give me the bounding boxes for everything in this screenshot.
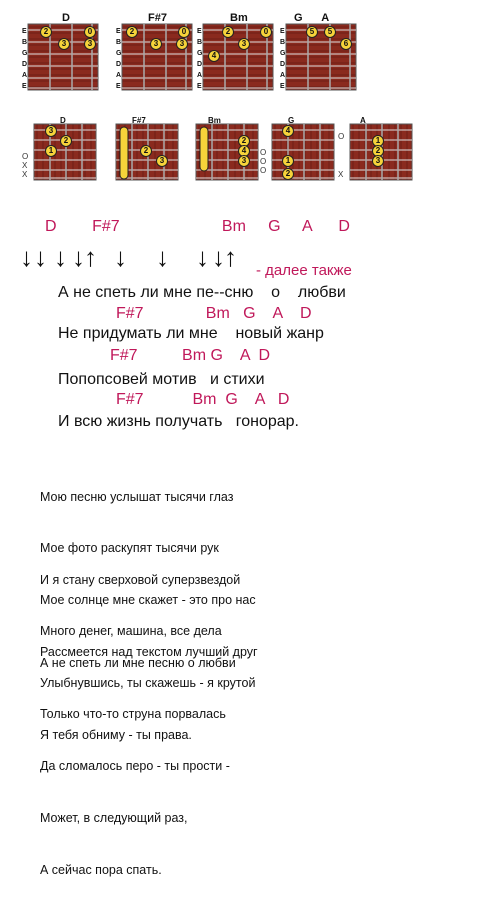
muted-marks (22, 152, 28, 179)
string-label: E (22, 83, 27, 90)
finger-dot: 2 (222, 26, 234, 38)
arrow-down-icon: ↓ (114, 242, 127, 272)
mute-mark: X (22, 170, 28, 179)
open-mark: O (260, 157, 267, 166)
muted-marks-g (260, 148, 266, 175)
finger-dot: 3 (238, 155, 250, 167)
bottom-chord-diagrams (22, 118, 482, 184)
string-label: A (280, 72, 286, 79)
finger-dot: 4 (208, 50, 220, 62)
arrow-down-icon: ↓ (212, 242, 225, 272)
string-label: D (116, 61, 122, 68)
string-label: D (22, 61, 28, 68)
chord-name-g-bottom: G (288, 116, 295, 125)
finger-dot: 3 (150, 38, 162, 50)
mute-mark: X (338, 170, 344, 179)
finger-dot: 2 (60, 135, 72, 147)
arrow-down-icon: ↓ (54, 242, 67, 272)
verse-3 (40, 620, 236, 897)
finger-dot: 5 (324, 26, 336, 38)
open-mark: O (22, 152, 29, 161)
string-label: B (116, 39, 122, 46)
string-labels-1 (22, 26, 27, 92)
muted-marks-a2 (338, 170, 343, 179)
chord-name-bm: Bm (230, 12, 248, 24)
string-label: G (116, 50, 122, 57)
open-mark: O (260, 148, 267, 157)
string-labels-3 (197, 26, 202, 92)
arrow-up-icon: ↑ (84, 242, 97, 272)
string-labels-4 (280, 26, 285, 92)
string-label: G (280, 50, 286, 57)
finger-dot: 2 (126, 26, 138, 38)
string-label: G (197, 50, 203, 57)
verse-line: А сейчас пора спать. (40, 863, 162, 878)
finger-dot: 1 (45, 145, 57, 157)
arrow-down-icon: ↓ (34, 242, 47, 272)
arrow-up-icon: ↑ (224, 242, 237, 272)
string-label: E (197, 83, 202, 90)
string-label: B (22, 39, 28, 46)
finger-dot: 2 (282, 168, 294, 180)
finger-dot: 5 (306, 26, 318, 38)
verse-line: Много денег, машина, все дела (40, 624, 222, 639)
chorus-line-3: Попопсовей мотив и стихи (58, 371, 265, 388)
string-label: B (197, 39, 203, 46)
chord-name-f7-bottom: F#7 (132, 116, 146, 125)
string-label: E (280, 83, 285, 90)
string-labels-2 (116, 26, 121, 92)
verse-line: Только что-то струна порвалась (40, 707, 226, 722)
verse-line: Я тебя обниму - ты права. (40, 728, 192, 743)
arrow-down-icon: ↓ (196, 242, 209, 272)
finger-dot: 3 (238, 38, 250, 50)
chord-name-a-bottom: A (360, 116, 366, 125)
bottom-chords-svg (22, 118, 482, 184)
chord-diagram-ga-top (286, 24, 356, 90)
verse-line: А не спеть ли мне песню о любви (40, 655, 236, 670)
verse-line: Улыбнувшись, ты скажешь - я крутой (40, 676, 256, 691)
string-label: A (197, 72, 203, 79)
strum-note: - далее также (256, 262, 352, 279)
chorus-line-4: И всю жизнь получать гонорар. (58, 413, 299, 430)
chord-name-d: D (62, 12, 70, 24)
string-label: E (22, 28, 27, 35)
string-label: D (197, 61, 203, 68)
string-label: A (116, 72, 122, 79)
mute-mark: X (22, 161, 28, 170)
finger-dot: 4 (238, 145, 250, 157)
string-label: E (280, 28, 285, 35)
strum-pattern (20, 244, 250, 278)
string-label: B (280, 39, 286, 46)
finger-dot: 0 (84, 26, 96, 38)
finger-dot: 3 (176, 38, 188, 50)
string-label: G (22, 50, 28, 57)
chorus-line-2: Не придумать ли мне новый жанр (58, 325, 324, 342)
chorus-line-1: А не спеть ли мне пе--сню о любви (58, 284, 346, 301)
verse-line: Мою песню услышат тысячи глаз (40, 489, 234, 504)
chord-line-2: F#7 Bm G A D (116, 305, 312, 322)
chord-name-ga: G A (294, 12, 330, 24)
finger-dot: 4 (282, 125, 294, 137)
finger-dot: 1 (282, 155, 294, 167)
finger-dot: 2 (140, 145, 152, 157)
chord-line-4: F#7 Bm G A D (116, 391, 290, 408)
string-label: E (116, 28, 121, 35)
verse-line: Мое солнце мне скажет - это про нас (40, 593, 256, 608)
verse-line: И я стану сверховой суперзвездой (40, 572, 241, 587)
open-mark: O (260, 166, 267, 175)
finger-dot: 0 (260, 26, 272, 38)
finger-dot: 6 (340, 38, 352, 50)
arrow-down-icon: ↓ (72, 242, 85, 272)
chord-name-f7: F#7 (148, 12, 167, 24)
finger-dot: 2 (372, 145, 384, 157)
string-label: D (280, 61, 286, 68)
string-label: E (197, 28, 202, 35)
arrow-down-icon: ↓ (20, 242, 33, 272)
finger-dot: 3 (58, 38, 70, 50)
string-label: A (22, 72, 28, 79)
finger-dot: 2 (238, 135, 250, 147)
muted-marks-a (338, 132, 344, 141)
finger-dot: 3 (45, 125, 57, 137)
finger-dot: 1 (372, 135, 384, 147)
finger-dot: 3 (372, 155, 384, 167)
finger-dot: 3 (84, 38, 96, 50)
verse-line: Рассмеется над текстом лучший друг (40, 645, 258, 660)
chord-line-1: D F#7 Bm G A D (45, 218, 350, 235)
verse-line: Да сломалось перо - ты прости - (40, 759, 230, 774)
finger-dot: 0 (178, 26, 190, 38)
open-mark: O (338, 132, 345, 141)
arrow-down-icon: ↓ (156, 242, 169, 272)
string-label: E (116, 83, 121, 90)
chord-name-d-bottom: D (60, 116, 66, 125)
finger-dot: 2 (40, 26, 52, 38)
chord-name-bm-bottom: Bm (208, 116, 221, 125)
top-chord-diagrams (22, 12, 482, 102)
chord-diagram-d-bottom (34, 124, 96, 180)
chord-line-3: F#7 Bm G A D (110, 347, 271, 364)
finger-dot: 3 (156, 155, 168, 167)
verse-line: Мое фото раскупят тысячи рук (40, 541, 219, 556)
verse-line: Может, в следующий раз, (40, 811, 188, 826)
